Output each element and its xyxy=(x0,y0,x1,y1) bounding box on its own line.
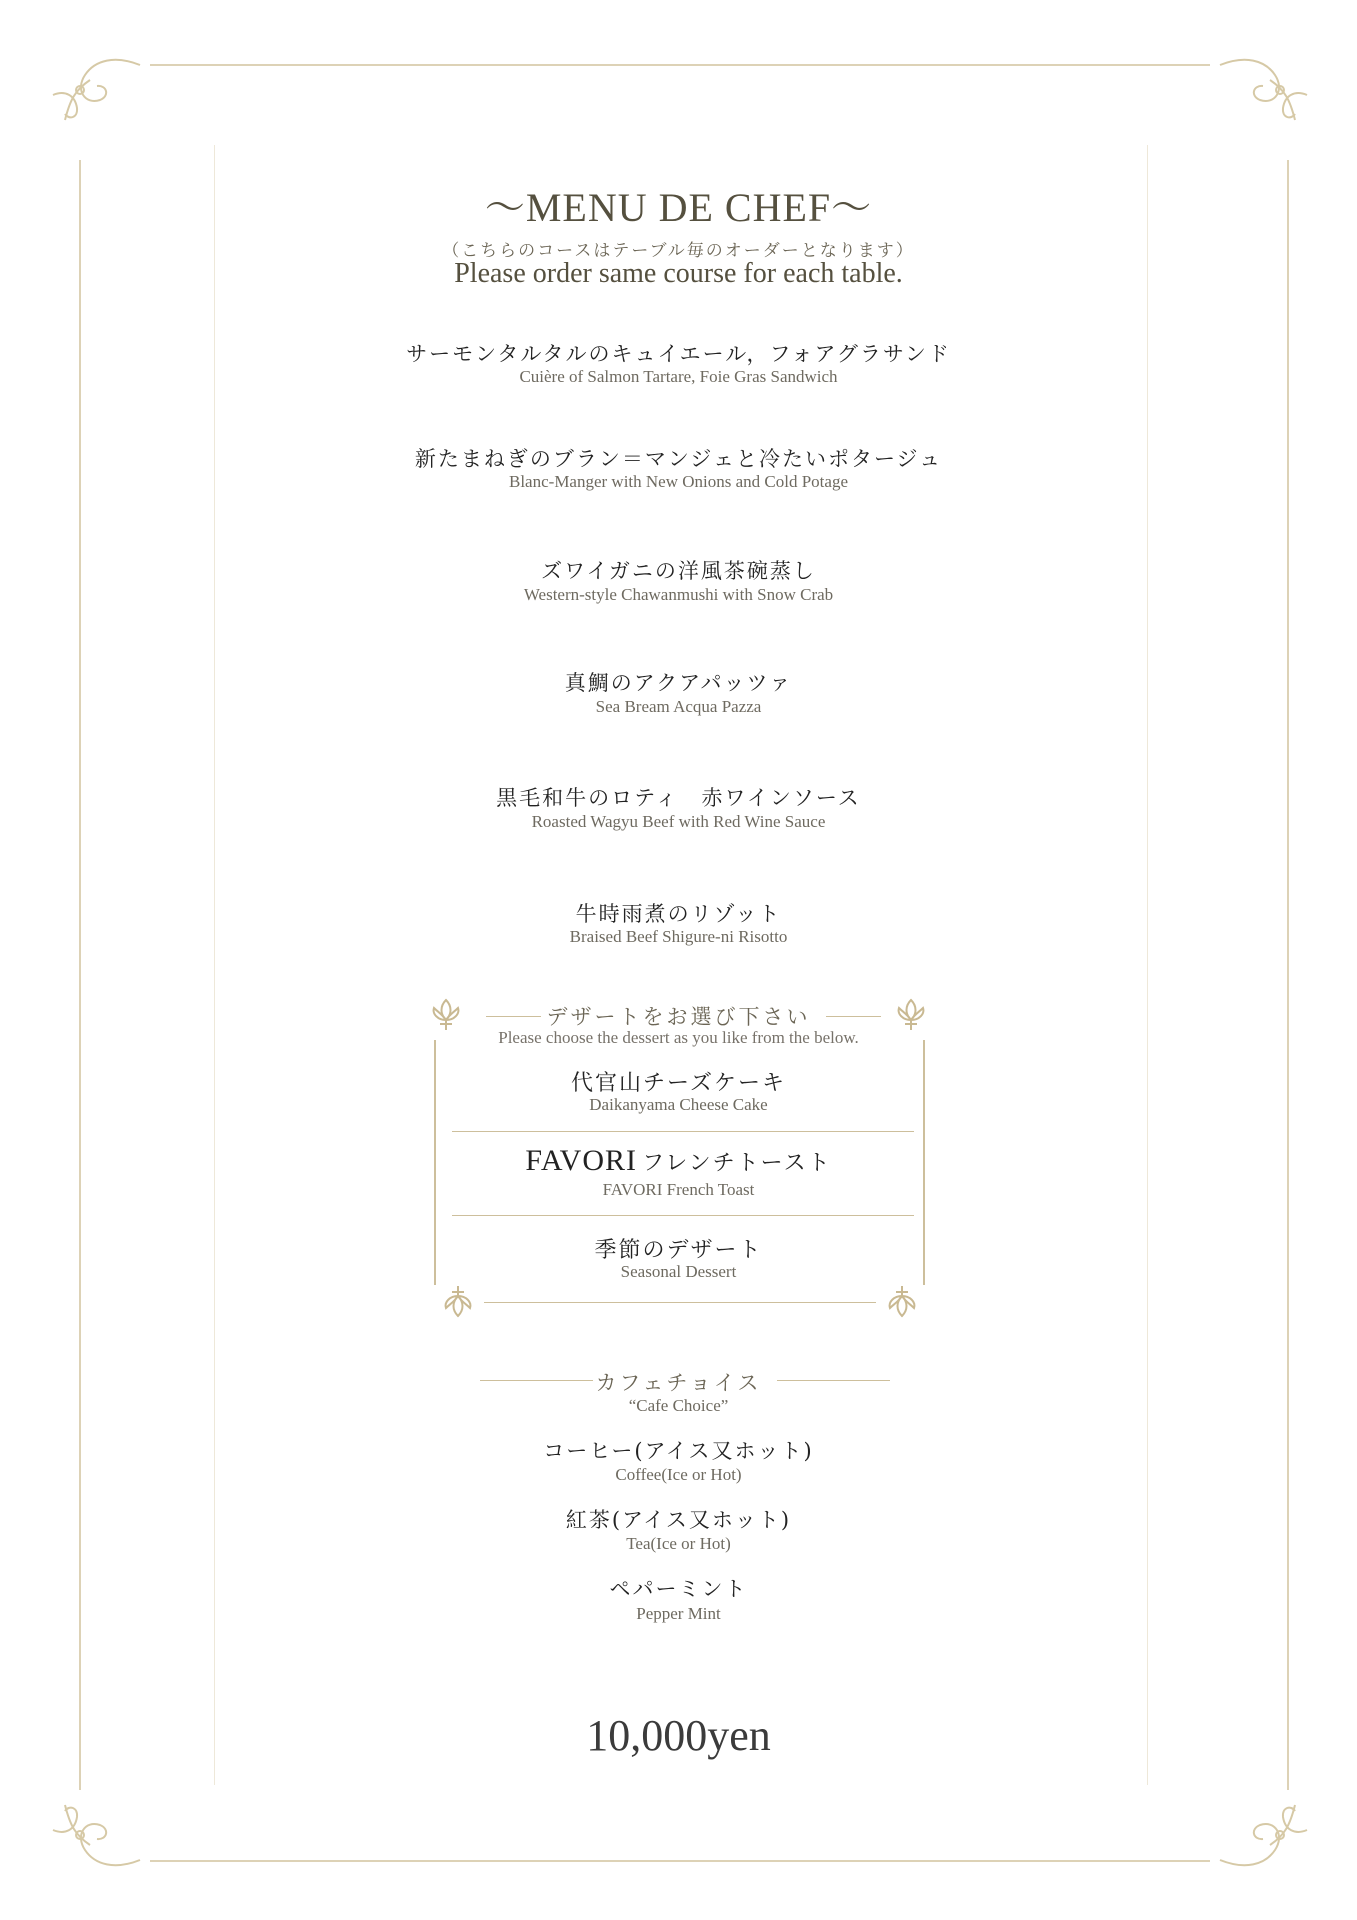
dessert-1-en: Daikanyama Cheese Cake xyxy=(589,1095,768,1114)
cafe-1-en: Coffee(Ice or Hot) xyxy=(615,1465,742,1484)
cafe-heading-jp: カフェチョイス xyxy=(595,1371,762,1395)
dessert-2-prefix: FAVORI xyxy=(525,1144,637,1177)
cafe-3-en: Pepper Mint xyxy=(636,1604,721,1623)
dessert-2-en: FAVORI French Toast xyxy=(602,1180,755,1199)
dessert-1-jp: 代官山チーズケーキ xyxy=(571,1071,786,1096)
corner-ornament-top-left xyxy=(45,50,145,125)
dessert-bottom-line xyxy=(484,1302,876,1303)
corner-ornament-top-right xyxy=(1215,50,1315,125)
dessert-3-jp: 季節のデザート xyxy=(594,1238,763,1263)
dessert-3-en: Seasonal Dessert xyxy=(620,1262,737,1281)
order-note-en: Please order same course for each table. xyxy=(454,258,903,289)
dessert-heading-jp: デザートをお選び下さい xyxy=(546,1005,811,1029)
course-6-jp: 牛時雨煮のリゾット xyxy=(575,902,782,926)
cafe-3-jp: ペパーミント xyxy=(609,1577,748,1601)
course-6-en: Braised Beef Shigure-ni Risotto xyxy=(569,927,788,946)
fleur-de-lis-icon xyxy=(884,1284,920,1320)
fleur-de-lis-icon xyxy=(440,1284,476,1320)
order-note-jp: （こちらのコースはテーブル毎のオーダーとなります） xyxy=(442,241,915,261)
course-2-jp: 新たまねぎのブラン＝マンジェと冷たいポタージュ xyxy=(414,447,943,471)
course-4-en: Sea Bream Acqua Pazza xyxy=(595,697,762,716)
page-title: ～MENU DE CHEF～ xyxy=(484,185,873,230)
corner-ornament-bottom-right xyxy=(1215,1800,1315,1875)
corner-ornament-bottom-left xyxy=(45,1800,145,1875)
course-3-jp: ズワイガニの洋風茶碗蒸し xyxy=(541,559,816,583)
course-1-en: Cuière of Salmon Tartare, Foie Gras Sandwich xyxy=(519,367,838,386)
dessert-2-jp-text: フレンチトースト xyxy=(642,1151,832,1176)
cafe-2-jp: 紅茶(アイス又ホット) xyxy=(565,1508,792,1532)
course-5-en: Roasted Wagyu Beef with Red Wine Sauce xyxy=(531,812,826,831)
cafe-2-en: Tea(Ice or Hot) xyxy=(626,1534,731,1553)
dessert-divider-2 xyxy=(452,1215,914,1216)
course-price: 10,000yen xyxy=(586,1711,771,1760)
dessert-heading-en: Please choose the dessert as you like from the below. xyxy=(498,1028,859,1047)
frame-bottom-line xyxy=(150,1860,1210,1862)
course-5-jp: 黒毛和牛のロティ 赤ワインソース xyxy=(496,786,861,810)
course-3-en: Western-style Chawanmushi with Snow Crab xyxy=(523,585,834,604)
dessert-divider-1 xyxy=(452,1131,914,1132)
course-4-jp: 真鯛のアクアパッツァ xyxy=(564,671,793,695)
course-1-jp: サーモンタルタルのキュイエール，フォアグラサンド xyxy=(406,342,951,366)
frame-top-line xyxy=(150,64,1210,66)
dessert-2-jp xyxy=(0,1144,1357,1178)
course-2-en: Blanc-Manger with New Onions and Cold Potage xyxy=(509,472,848,491)
cafe-heading-en: “Cafe Choice” xyxy=(628,1396,729,1415)
cafe-1-jp: コーヒー(アイス又ホット) xyxy=(543,1439,814,1463)
